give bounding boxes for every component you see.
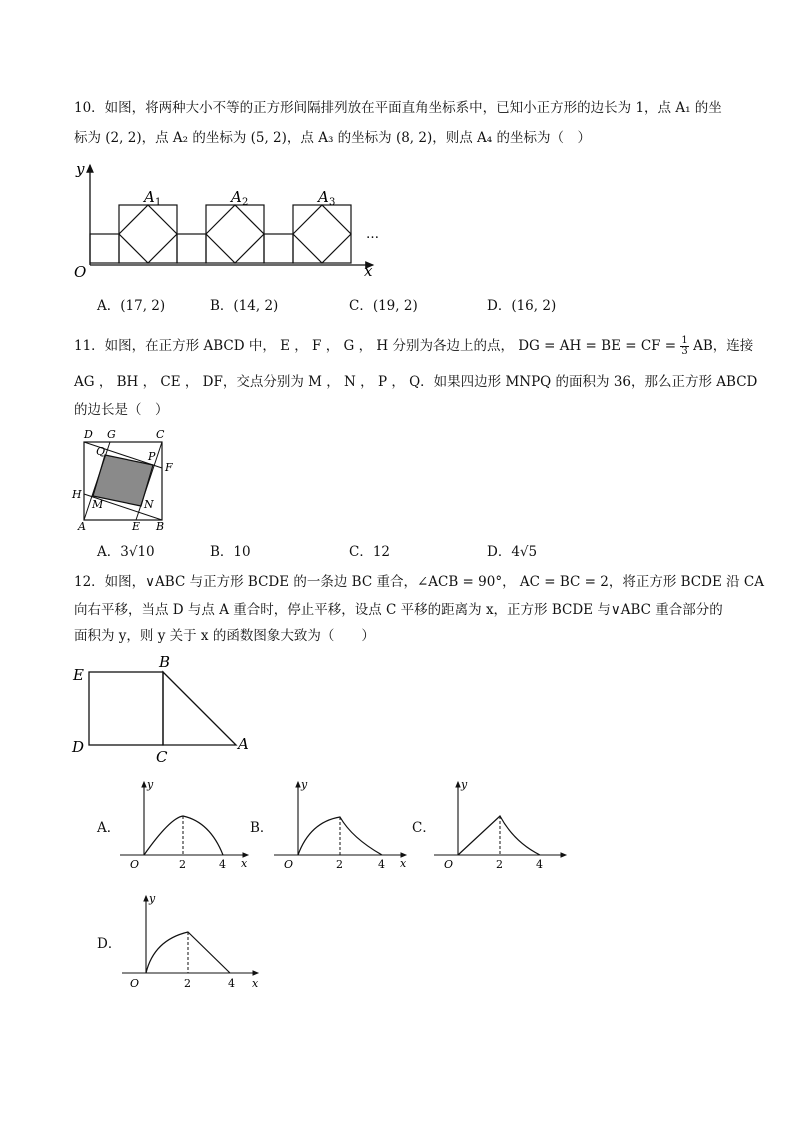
q11-label-g: G [107, 428, 116, 441]
q11-figure [70, 424, 185, 534]
q12-graph-c-curve [458, 816, 540, 855]
svg-text:4: 4 [219, 858, 226, 871]
q12-triangle-abc [163, 672, 236, 745]
q12-graph-c[interactable] [432, 776, 577, 876]
q11-text-line1: 11．如图，在正方形 ABCD 中， E ， F ， G ， H 分别为各边上的点， DG = AH = BE = CF = $\frac{1}{3}$ AB，连接 [74, 335, 754, 357]
q11-label-d: D [84, 428, 93, 441]
q10-text-line1: 10．如图，将两种大小不等的正方形间隔排列放在平面直角坐标系中，已知小正方形的边长为 1，点 A₁ 的坐 [74, 100, 722, 116]
q12-graph-d[interactable] [118, 890, 268, 995]
q12-label-e: E [73, 666, 84, 684]
svg-text:4: 4 [536, 858, 543, 871]
q12-square-bcde [89, 672, 163, 745]
q11-label-f: F [165, 461, 173, 474]
q12-label-d: D [72, 738, 85, 756]
q12-option-a-label[interactable]: A． [97, 820, 121, 836]
svg-text:x: x [400, 857, 407, 870]
svg-text:y: y [149, 892, 156, 905]
q10-label-a1: A [144, 188, 155, 206]
svg-text:2: 2 [336, 858, 343, 871]
q12-option-b-label[interactable]: B． [250, 820, 274, 836]
q12-option-c-label[interactable]: C． [412, 820, 436, 836]
q12-figure [70, 652, 260, 766]
svg-text:2: 2 [184, 977, 191, 990]
q10-option-a[interactable]: A．(17, 2) [97, 298, 166, 314]
q10-option-b[interactable]: B．(14, 2) [210, 298, 279, 314]
q11-option-a[interactable]: A．3√10 [97, 544, 155, 560]
q12-graph-a[interactable] [118, 776, 258, 876]
q10-label-a3: A [318, 188, 329, 206]
q10-option-d[interactable]: D．(16, 2) [487, 298, 557, 314]
svg-text:O: O [130, 858, 140, 871]
q10-tilted-square-2 [206, 205, 264, 263]
q10-label-o: O [74, 263, 87, 281]
q10-big-square-frame [206, 205, 264, 263]
q10-label-dots: … [366, 227, 379, 242]
q11-label-m: M [92, 498, 104, 511]
q12-graph-b[interactable] [270, 776, 415, 876]
q11-label-n: N [144, 498, 154, 511]
q12-text-line3: 面积为 y，则 y 关于 x 的函数图象大致为（ ） [74, 628, 375, 644]
q11-label-h: H [72, 488, 82, 501]
svg-text:y: y [147, 778, 154, 791]
q10-small-square [264, 234, 293, 263]
svg-text:1: 1 [155, 197, 162, 208]
q10-option-c[interactable]: C．(19, 2) [349, 298, 418, 314]
q10-label-x: x [364, 262, 373, 280]
q11-fraction: $\frac{1}{3}$ [681, 335, 688, 357]
svg-text:4: 4 [378, 858, 385, 871]
q11-option-b[interactable]: B．10 [210, 544, 251, 560]
q11-option-c[interactable]: C．12 [349, 544, 391, 560]
q10-label-y: y [76, 160, 85, 178]
svg-text:O: O [444, 858, 454, 871]
q12-label-c: C [156, 748, 168, 766]
q10-tilted-square-3 [293, 205, 351, 263]
svg-text:2: 2 [242, 197, 249, 208]
q10-small-square [90, 234, 119, 263]
q11-label-a: A [78, 520, 86, 533]
q11-label-c: C [156, 428, 165, 441]
svg-text:x: x [241, 857, 248, 870]
q10-small-square [177, 234, 206, 263]
q12-option-d-label[interactable]: D． [97, 936, 122, 952]
q11-label-b: B [156, 520, 165, 533]
q11-text-line3: 的边长是（ ） [74, 402, 169, 418]
q12-text-line2: 向右平移，当点 D 与点 A 重合时，停止平移，设点 C 平移的距离为 x，正方形 BCDE 与∨ABC 重合部分的 [74, 602, 723, 618]
q11-label-p: P [148, 450, 156, 463]
svg-text:x: x [252, 977, 259, 990]
q10-big-square-frame [293, 205, 351, 263]
q11-option-d[interactable]: D．4√5 [487, 544, 538, 560]
q10-label-a2: A [231, 188, 242, 206]
q11-text-line2: AG ， BH ， CE ， DF，交点分别为 M ， N ， P ， Q．如果四边形 MNPQ 的面积为 36，那么正方形 ABCD [74, 374, 758, 390]
q12-label-b: B [159, 653, 171, 671]
q10-tilted-square-1 [119, 205, 177, 263]
svg-text:3: 3 [329, 197, 336, 208]
q10-figure [68, 160, 398, 280]
svg-text:4: 4 [228, 977, 235, 990]
svg-text:y: y [461, 778, 468, 791]
svg-text:O: O [284, 858, 294, 871]
q12-label-a: A [238, 735, 249, 753]
svg-text:O: O [130, 977, 140, 990]
svg-text:2: 2 [179, 858, 186, 871]
svg-text:y: y [301, 778, 308, 791]
q12-text-line1: 12．如图，∨ABC 与正方形 BCDE 的一条边 BC 重合，∠ACB = 90°， AC = BC = 2，将正方形 BCDE 沿 CA [74, 574, 764, 590]
q11-label-q: Q [96, 445, 106, 458]
q10-text-line2: 标为 (2, 2)，点 A₂ 的坐标为 (5, 2)，点 A₃ 的坐标为 (8, 2)，则点 A₄ 的坐标为（ ） [74, 130, 591, 146]
svg-text:2: 2 [496, 858, 503, 871]
q11-label-e: E [132, 520, 141, 533]
q10-big-square-frame [119, 205, 177, 263]
